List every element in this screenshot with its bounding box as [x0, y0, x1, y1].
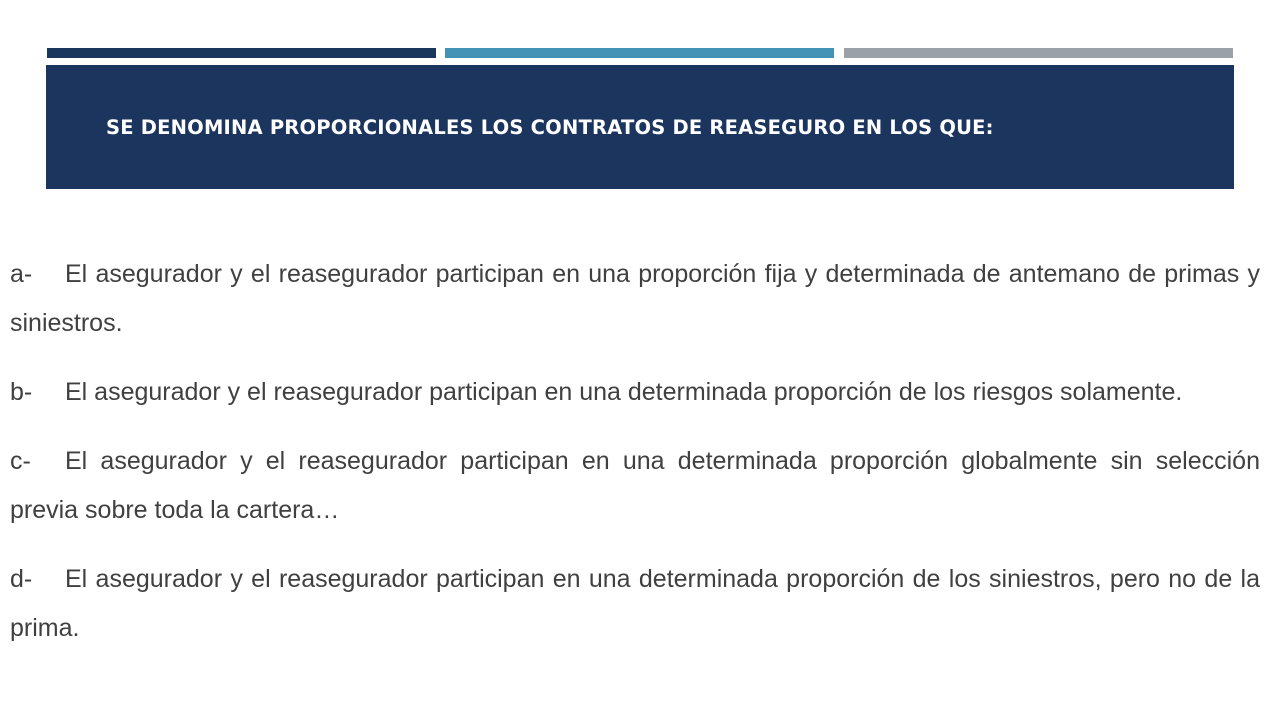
option-text: El asegurador y el reasegurador participan en una proporción fija y determinada de antemano de primas y siniestros. [10, 260, 1260, 337]
option-text: El asegurador y el reasegurador participan en una determinada proporción globalmente sin selección previa sobre toda la cartera… [10, 447, 1260, 524]
option-letter: d- [10, 565, 33, 593]
option-a [10, 250, 1260, 348]
accent-bar-dark [47, 48, 436, 58]
option-text: El asegurador y el reasegurador participan en una determinada proporción de los riesgos solamente. [65, 378, 1183, 406]
option-d [10, 555, 1260, 653]
option-b [10, 368, 1260, 417]
accent-bar-gray [844, 48, 1233, 58]
option-letter: a- [10, 260, 33, 288]
accent-bar-blue [445, 48, 834, 58]
option-c [10, 437, 1260, 535]
option-text: El asegurador y el reasegurador participan en una determinada proporción de los siniestros, pero no de la prima. [10, 565, 1260, 642]
options-list [10, 250, 1260, 673]
option-letter: b- [10, 378, 33, 406]
slide-title: SE DENOMINA PROPORCIONALES LOS CONTRATOS DE REASEGURO EN LOS QUE: [106, 115, 994, 139]
title-band [46, 65, 1234, 189]
option-letter: c- [10, 447, 31, 475]
